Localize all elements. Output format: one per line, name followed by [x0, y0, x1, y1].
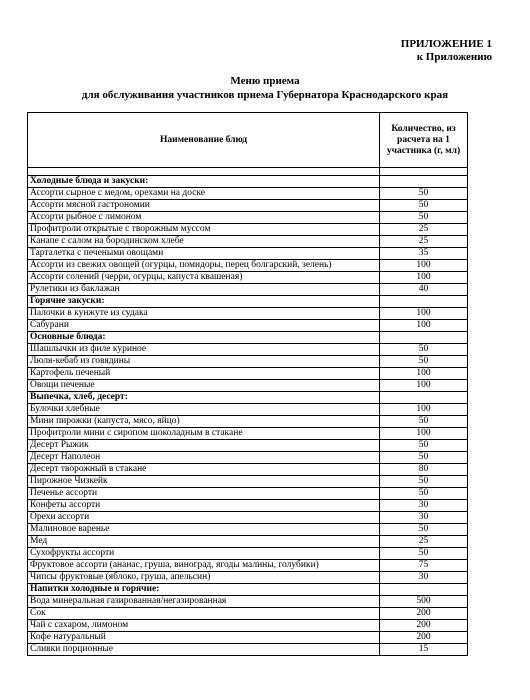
dish-name: Ассорти мясной гастрономии — [28, 200, 380, 212]
table-row — [28, 380, 468, 392]
dish-name: Фруктовое ассорти (ананас, груша, виноград, ягоды малины, голубики) — [28, 560, 380, 572]
table-row — [28, 320, 468, 332]
dish-name: Сухофрукты ассорти — [28, 548, 380, 560]
section-title: Выпечка, хлеб, десерт: — [28, 392, 380, 404]
section-title: Основные блюда: — [28, 332, 380, 344]
dish-name: Десерт Наполеон — [28, 452, 380, 464]
dish-name: Овощи печеные — [28, 380, 380, 392]
menu-table-body — [28, 168, 468, 656]
appendix-label — [401, 38, 492, 64]
title-line-2: для обслуживания участников приема Губернатора Краснодарского края — [81, 89, 449, 101]
dish-quantity: 80 — [380, 464, 468, 476]
table-row — [28, 476, 468, 488]
dish-name: Ассорти солений (черри, огурцы, капуста квашеная) — [28, 272, 380, 284]
spacer-row — [28, 168, 468, 176]
dish-name: Шашлычки из филе куриное — [28, 344, 380, 356]
table-row — [28, 608, 468, 620]
dish-name: Пирожное Чизкейк — [28, 476, 380, 488]
dish-quantity: 50 — [380, 188, 468, 200]
dish-quantity: 50 — [380, 476, 468, 488]
title-line-1: Меню приема — [230, 75, 300, 87]
dish-name: Профитроли мини с сиропом шоколадным в стакане — [28, 428, 380, 440]
dish-name: Малиновое варенье — [28, 524, 380, 536]
dish-quantity: 50 — [380, 548, 468, 560]
dish-name: Конфеты ассорти — [28, 500, 380, 512]
dish-quantity: 100 — [380, 404, 468, 416]
dish-name: Десерт Рыжик — [28, 440, 380, 452]
dish-name: Профитроли открытые с творожным муссом — [28, 224, 380, 236]
dish-quantity: 200 — [380, 620, 468, 632]
dish-quantity: 30 — [380, 572, 468, 584]
table-row — [28, 416, 468, 428]
document-title — [0, 74, 530, 102]
dish-name: Кофе натуральный — [28, 632, 380, 644]
table-row — [28, 464, 468, 476]
dish-quantity: 50 — [380, 452, 468, 464]
table-row — [28, 632, 468, 644]
dish-name: Картофель печеный — [28, 368, 380, 380]
table-row — [28, 596, 468, 608]
table-row — [28, 440, 468, 452]
dish-quantity: 500 — [380, 596, 468, 608]
section-empty-cell — [380, 332, 468, 344]
dish-name: Мини пирожки (капуста, мясо, яйцо) — [28, 416, 380, 428]
table-row — [28, 284, 468, 296]
section-row — [28, 296, 468, 308]
dish-name: Ассорти из свежих овощей (огурцы, помидоры, перец болгарский, зелень) — [28, 260, 380, 272]
table-row — [28, 272, 468, 284]
dish-name: Рулетики из баклажан — [28, 284, 380, 296]
dish-name: Сабурани — [28, 320, 380, 332]
table-row — [28, 236, 468, 248]
dish-quantity: 30 — [380, 512, 468, 524]
dish-quantity: 50 — [380, 416, 468, 428]
dish-quantity: 75 — [380, 560, 468, 572]
dish-name: Люля-кебаб из говядины — [28, 356, 380, 368]
dish-quantity: 100 — [380, 428, 468, 440]
appendix-reference: к Приложению — [416, 51, 492, 63]
table-row — [28, 428, 468, 440]
dish-quantity: 100 — [380, 308, 468, 320]
dish-name: Сливки порционные — [28, 644, 380, 656]
table-row — [28, 224, 468, 236]
table-row — [28, 512, 468, 524]
dish-quantity: 50 — [380, 440, 468, 452]
dish-quantity: 25 — [380, 536, 468, 548]
table-row — [28, 356, 468, 368]
table-row — [28, 368, 468, 380]
dish-name: Десерт творожный в стакане — [28, 464, 380, 476]
dish-quantity: 200 — [380, 608, 468, 620]
dish-quantity: 35 — [380, 248, 468, 260]
dish-name: Ассорти рыбное с лимоном — [28, 212, 380, 224]
section-row — [28, 392, 468, 404]
table-row — [28, 560, 468, 572]
spacer-cell — [380, 168, 468, 176]
table-row — [28, 524, 468, 536]
column-header-quantity: Количество, из расчета на 1 участника (г, мл) — [380, 113, 468, 168]
dish-name: Палочки в кунжуте из судака — [28, 308, 380, 320]
section-empty-cell — [380, 392, 468, 404]
dish-quantity: 50 — [380, 200, 468, 212]
dish-name: Чипсы фруктовые (яблоко, груша, апельсин) — [28, 572, 380, 584]
dish-quantity: 50 — [380, 344, 468, 356]
dish-quantity: 15 — [380, 644, 468, 656]
appendix-number: ПРИЛОЖЕНИЕ 1 — [400, 38, 492, 50]
dish-quantity: 50 — [380, 356, 468, 368]
dish-quantity: 50 — [380, 212, 468, 224]
section-empty-cell — [380, 584, 468, 596]
dish-name: Ассорти сырное с медом, орехами на доске — [28, 188, 380, 200]
dish-name: Канапе с салом на бородинском хлебе — [28, 236, 380, 248]
table-row — [28, 644, 468, 656]
dish-quantity: 40 — [380, 284, 468, 296]
section-title: Напитки холодные и горячие: — [28, 584, 380, 596]
dish-name: Вода минеральная газированная/негазированная — [28, 596, 380, 608]
table-row — [28, 452, 468, 464]
dish-name: Чай с сахаром, лимоном — [28, 620, 380, 632]
table-row — [28, 548, 468, 560]
table-row — [28, 536, 468, 548]
section-title: Холодные блюда и закуски: — [28, 176, 380, 188]
table-row — [28, 200, 468, 212]
dish-quantity: 100 — [380, 380, 468, 392]
dish-name: Сок — [28, 608, 380, 620]
menu-table — [27, 112, 468, 656]
dish-quantity: 50 — [380, 524, 468, 536]
section-row — [28, 584, 468, 596]
spacer-cell — [28, 168, 380, 176]
dish-name: Мед — [28, 536, 380, 548]
dish-name: Орехи ассорти — [28, 512, 380, 524]
dish-quantity: 100 — [380, 368, 468, 380]
table-row — [28, 572, 468, 584]
table-row — [28, 260, 468, 272]
table-row — [28, 188, 468, 200]
dish-name: Тарталетка с печеными овощами — [28, 248, 380, 260]
dish-quantity: 25 — [380, 224, 468, 236]
table-row — [28, 500, 468, 512]
dish-name: Печенье ассорти — [28, 488, 380, 500]
section-empty-cell — [380, 296, 468, 308]
table-row — [28, 212, 468, 224]
table-row — [28, 308, 468, 320]
table-row — [28, 488, 468, 500]
section-empty-cell — [380, 176, 468, 188]
dish-quantity: 100 — [380, 272, 468, 284]
dish-quantity: 200 — [380, 632, 468, 644]
section-title: Горячие закуски: — [28, 296, 380, 308]
dish-quantity: 25 — [380, 236, 468, 248]
column-header-dish: Наименование блюд — [28, 113, 380, 168]
dish-quantity: 100 — [380, 260, 468, 272]
table-row — [28, 344, 468, 356]
table-header-row — [28, 113, 468, 168]
dish-quantity: 100 — [380, 320, 468, 332]
section-row — [28, 332, 468, 344]
table-row — [28, 404, 468, 416]
section-row — [28, 176, 468, 188]
table-row — [28, 248, 468, 260]
dish-name: Булочки хлебные — [28, 404, 380, 416]
table-row — [28, 620, 468, 632]
dish-quantity: 50 — [380, 488, 468, 500]
dish-quantity: 30 — [380, 500, 468, 512]
